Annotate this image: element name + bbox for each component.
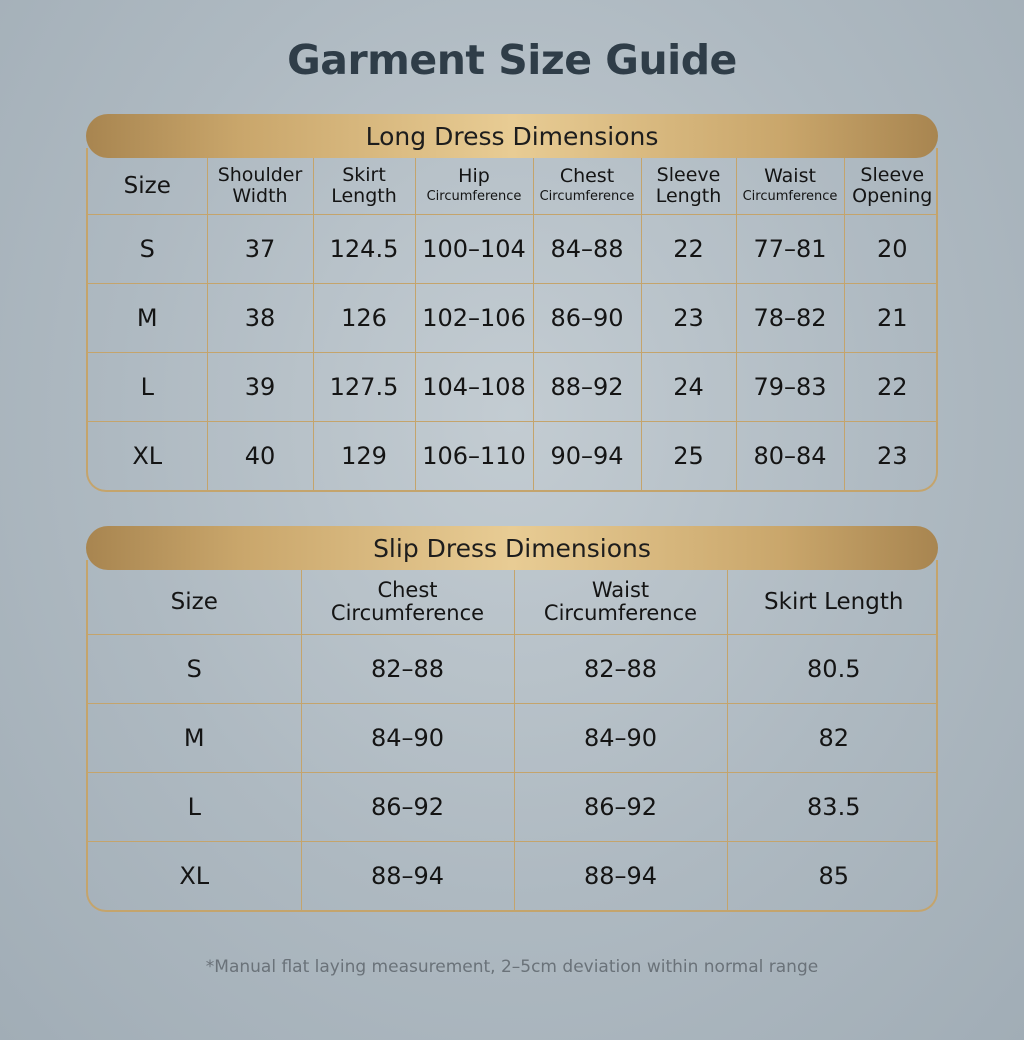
table-cell: 23 — [641, 284, 736, 353]
long-dress-header-row — [88, 158, 938, 215]
table-cell: 84–88 — [533, 215, 641, 284]
table-cell: 104–108 — [415, 353, 533, 422]
footnote: *Manual flat laying measurement, 2–5cm deviation within normal range — [205, 957, 819, 977]
page-title: Garment Size Guide — [287, 36, 737, 84]
table-cell: 37 — [207, 215, 313, 284]
long-dress-table-body — [86, 148, 938, 492]
column-header-sleeve-opening: Sleeve Opening — [844, 158, 938, 215]
table-row — [88, 422, 938, 491]
table-row — [88, 704, 938, 773]
slip-dress-table — [86, 526, 938, 912]
long-dress-title: Long Dress Dimensions — [86, 114, 938, 158]
table-cell: 106–110 — [415, 422, 533, 491]
size-cell: XL — [88, 422, 207, 491]
table-cell: 82 — [727, 704, 938, 773]
table-cell: 127.5 — [313, 353, 415, 422]
table-cell: 100–104 — [415, 215, 533, 284]
table-cell: 126 — [313, 284, 415, 353]
table-cell: 88–94 — [514, 842, 727, 911]
size-cell: XL — [88, 842, 301, 911]
table-cell: 86–90 — [533, 284, 641, 353]
table-cell: 24 — [641, 353, 736, 422]
column-header-hip-circumference: Hip Circumference — [415, 158, 533, 215]
table-cell: 82–88 — [514, 635, 727, 704]
table-cell: 20 — [844, 215, 938, 284]
column-header-waist-circumference: Waist Circumference — [514, 570, 727, 635]
column-header-skirt-length: Skirt Length — [727, 570, 938, 635]
size-cell: L — [88, 773, 301, 842]
column-header-skirt-length: Skirt Length — [313, 158, 415, 215]
table-cell: 84–90 — [514, 704, 727, 773]
table-cell: 21 — [844, 284, 938, 353]
size-cell: L — [88, 353, 207, 422]
table-cell: 84–90 — [301, 704, 514, 773]
table-cell: 22 — [641, 215, 736, 284]
slip-dress-title: Slip Dress Dimensions — [86, 526, 938, 570]
table-cell: 25 — [641, 422, 736, 491]
table-cell: 88–94 — [301, 842, 514, 911]
column-header-sleeve-length: Sleeve Length — [641, 158, 736, 215]
table-cell: 78–82 — [736, 284, 844, 353]
table-cell: 129 — [313, 422, 415, 491]
table-cell: 23 — [844, 422, 938, 491]
table-cell: 90–94 — [533, 422, 641, 491]
table-row — [88, 215, 938, 284]
table-cell: 22 — [844, 353, 938, 422]
column-header-size: Size — [88, 158, 207, 215]
size-cell: S — [88, 635, 301, 704]
column-header-chest-circumference: Chest Circumference — [301, 570, 514, 635]
table-cell: 86–92 — [514, 773, 727, 842]
table-cell: 83.5 — [727, 773, 938, 842]
size-cell: M — [88, 284, 207, 353]
long-dress-table — [86, 114, 938, 492]
table-row — [88, 635, 938, 704]
table-cell: 124.5 — [313, 215, 415, 284]
table-row — [88, 842, 938, 911]
table-cell: 39 — [207, 353, 313, 422]
table-cell: 77–81 — [736, 215, 844, 284]
slip-dress-header-row — [88, 570, 938, 635]
slip-dress-table-body — [86, 560, 938, 912]
column-header-chest-circumference: Chest Circumference — [533, 158, 641, 215]
column-header-waist-circumference: Waist Circumference — [736, 158, 844, 215]
table-row — [88, 284, 938, 353]
table-row — [88, 353, 938, 422]
table-cell: 88–92 — [533, 353, 641, 422]
table-cell: 82–88 — [301, 635, 514, 704]
table-cell: 86–92 — [301, 773, 514, 842]
size-cell: S — [88, 215, 207, 284]
table-cell: 80–84 — [736, 422, 844, 491]
column-header-size: Size — [88, 570, 301, 635]
table-cell: 80.5 — [727, 635, 938, 704]
table-cell: 79–83 — [736, 353, 844, 422]
size-cell: M — [88, 704, 301, 773]
column-header-shoulder-width: Shoulder Width — [207, 158, 313, 215]
table-row — [88, 773, 938, 842]
table-cell: 102–106 — [415, 284, 533, 353]
table-cell: 40 — [207, 422, 313, 491]
table-cell: 85 — [727, 842, 938, 911]
table-cell: 38 — [207, 284, 313, 353]
